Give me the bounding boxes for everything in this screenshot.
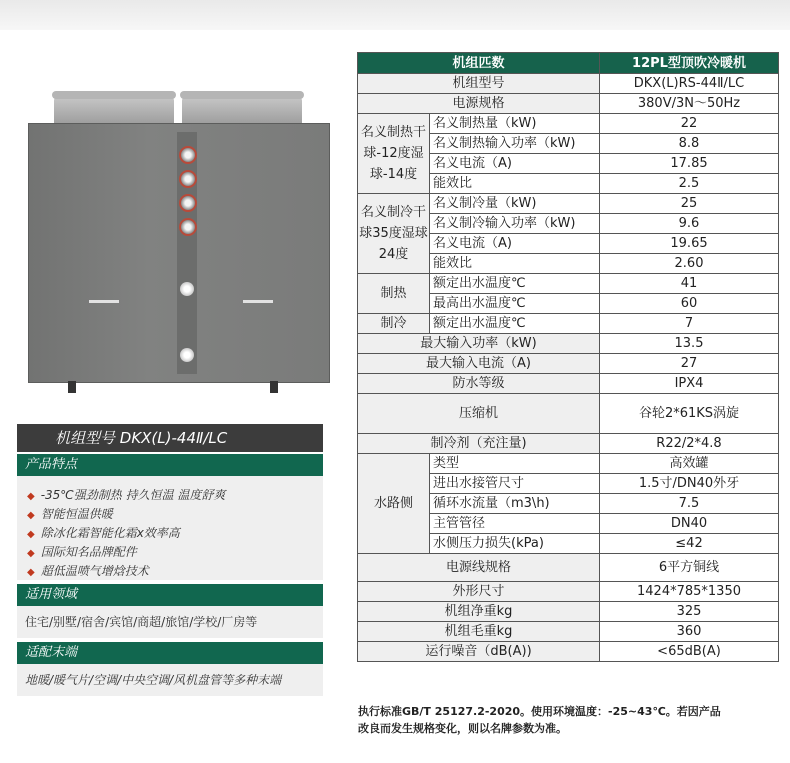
table-row xyxy=(358,622,779,642)
row-value: 41 xyxy=(600,274,779,294)
table-row xyxy=(358,374,779,394)
row-value: 7 xyxy=(600,314,779,334)
row-value: 360 xyxy=(600,622,779,642)
row-value: 380V/3N～50Hz xyxy=(600,94,779,114)
group-heating: 制热 xyxy=(358,274,430,314)
table-header-row xyxy=(358,53,779,74)
table-row xyxy=(358,434,779,454)
row-value: 1.5寸/DN40外牙 xyxy=(600,474,779,494)
row-label: 最大输入功率（kW) xyxy=(358,334,600,354)
row-value: 谷轮2*61KS涡旋 xyxy=(600,394,779,434)
row-value: ≤42 xyxy=(600,534,779,554)
bullet-icon: ◆ xyxy=(27,548,35,559)
table-row xyxy=(358,194,779,214)
pressure-gauge-icon xyxy=(179,194,197,212)
footnote-line: 改良而发生规格变化，则以名牌参数为准。 xyxy=(358,722,567,735)
feature-item xyxy=(27,505,113,522)
row-label: 电源线规格 xyxy=(358,554,600,582)
features-heading: 产品特点 xyxy=(17,454,323,476)
row-value: 7.5 xyxy=(600,494,779,514)
row-value: DN40 xyxy=(600,514,779,534)
features-list xyxy=(17,476,323,580)
application-heading: 适用领域 xyxy=(17,584,323,606)
row-label: 额定出水温度℃ xyxy=(430,314,600,334)
row-label: 名义制热输入功率（kW) xyxy=(430,134,600,154)
feature-item xyxy=(27,524,180,541)
row-label: 防水等级 xyxy=(358,374,600,394)
spec-table xyxy=(357,52,779,662)
row-label: 进出水接管尺寸 xyxy=(430,474,600,494)
panel-handle xyxy=(243,300,273,303)
row-value: 19.65 xyxy=(600,234,779,254)
table-row xyxy=(358,314,779,334)
pressure-gauge-icon xyxy=(179,170,197,188)
row-value: 1424*785*1350 xyxy=(600,582,779,602)
row-label: 循环水流量（m3\h) xyxy=(430,494,600,514)
pressure-gauge-icon xyxy=(179,146,197,164)
row-label: 机组净重kg xyxy=(358,602,600,622)
row-label: 名义制冷输入功率（kW) xyxy=(430,214,600,234)
row-label: 外形尺寸 xyxy=(358,582,600,602)
bullet-icon: ◆ xyxy=(27,567,35,578)
row-label: 机组型号 xyxy=(358,74,600,94)
row-label: 电源规格 xyxy=(358,94,600,114)
terminal-text: 地暖/暖气片/空调/中央空调/风机盘管等多种末端 xyxy=(17,664,323,696)
row-label: 能效比 xyxy=(430,254,600,274)
table-row xyxy=(358,114,779,134)
panel-handle xyxy=(89,300,119,303)
row-value: 2.5 xyxy=(600,174,779,194)
row-label: 名义电流（A) xyxy=(430,234,600,254)
row-label: 名义电流（A) xyxy=(430,154,600,174)
feature-item xyxy=(27,562,149,579)
model-caption: 机组型号 DKX(L)-44Ⅱ/LC xyxy=(17,424,323,452)
water-port-icon xyxy=(180,282,194,296)
pressure-gauge-icon xyxy=(179,218,197,236)
water-port-icon xyxy=(180,348,194,362)
table-row xyxy=(358,274,779,294)
row-label: 水侧压力损失(kPa) xyxy=(430,534,600,554)
table-row xyxy=(358,74,779,94)
row-label: 机组毛重kg xyxy=(358,622,600,642)
group-heating-nominal: 名义制热干球-12度湿球-14度 xyxy=(358,114,430,194)
row-value: 25 xyxy=(600,194,779,214)
feature-text: 除冰化霜智能化霜x效率高 xyxy=(40,526,180,540)
group-cooling-nominal: 名义制冷干球35度湿球24度 xyxy=(358,194,430,274)
row-label: 主管管径 xyxy=(430,514,600,534)
row-value: 6平方铜线 xyxy=(600,554,779,582)
heat-pump-unit-image xyxy=(20,95,340,395)
row-label: 能效比 xyxy=(430,174,600,194)
feature-item xyxy=(27,543,137,560)
table-row xyxy=(358,354,779,374)
row-value: 60 xyxy=(600,294,779,314)
application-text: 住宅/别墅/宿舍/宾馆/商超/旅馆/学校/厂房等 xyxy=(17,606,323,638)
bullet-icon: ◆ xyxy=(27,491,35,502)
row-label: 压缩机 xyxy=(358,394,600,434)
unit-foot xyxy=(68,381,76,393)
row-label: 运行噪音（dB(A)) xyxy=(358,642,600,662)
row-label: 名义制热量（kW) xyxy=(430,114,600,134)
table-row xyxy=(358,582,779,602)
group-cooling: 制冷 xyxy=(358,314,430,334)
feature-text: 智能恒温供暖 xyxy=(40,507,113,521)
row-value: 8.8 xyxy=(600,134,779,154)
feature-text: 超低温喷气增焓技术 xyxy=(40,564,149,578)
row-label: 名义制冷量（kW) xyxy=(430,194,600,214)
row-value: 17.85 xyxy=(600,154,779,174)
feature-item xyxy=(27,486,225,503)
unit-cabinet xyxy=(28,123,330,383)
header-right: 12PL型顶吹冷暖机 xyxy=(600,53,779,74)
header-left: 机组匹数 xyxy=(358,53,600,74)
row-value: 27 xyxy=(600,354,779,374)
feature-text: 国际知名品牌配件 xyxy=(40,545,137,559)
row-label: 类型 xyxy=(430,454,600,474)
bullet-icon: ◆ xyxy=(27,529,35,540)
feature-text: -35℃强劲制热 持久恒温 温度舒爽 xyxy=(40,488,226,502)
table-row xyxy=(358,394,779,434)
table-row xyxy=(358,602,779,622)
row-label: 最高出水温度℃ xyxy=(430,294,600,314)
row-label: 额定出水温度℃ xyxy=(430,274,600,294)
row-value: 22 xyxy=(600,114,779,134)
row-value: <65dB(A) xyxy=(600,642,779,662)
row-value: R22/2*4.8 xyxy=(600,434,779,454)
spec-footnote xyxy=(358,703,778,737)
row-value: 13.5 xyxy=(600,334,779,354)
table-row xyxy=(358,554,779,582)
row-value: IPX4 xyxy=(600,374,779,394)
row-value: 2.60 xyxy=(600,254,779,274)
table-row xyxy=(358,642,779,662)
top-band xyxy=(0,0,790,30)
row-value: 325 xyxy=(600,602,779,622)
row-label: 最大输入电流（A) xyxy=(358,354,600,374)
table-row xyxy=(358,334,779,354)
group-water-side: 水路侧 xyxy=(358,454,430,554)
terminal-heading: 适配末端 xyxy=(17,642,323,664)
bullet-icon: ◆ xyxy=(27,510,35,521)
row-value: 9.6 xyxy=(600,214,779,234)
table-row xyxy=(358,454,779,474)
row-label: 制冷剂（充注量) xyxy=(358,434,600,454)
table-row xyxy=(358,94,779,114)
row-value: DKX(L)RS-44Ⅱ/LC xyxy=(600,74,779,94)
control-strip xyxy=(177,132,197,374)
row-value: 高效罐 xyxy=(600,454,779,474)
footnote-line: 执行标准GB/T 25127.2-2020。使用环境温度：-25~43℃。若因产品 xyxy=(358,705,721,718)
unit-foot xyxy=(270,381,278,393)
